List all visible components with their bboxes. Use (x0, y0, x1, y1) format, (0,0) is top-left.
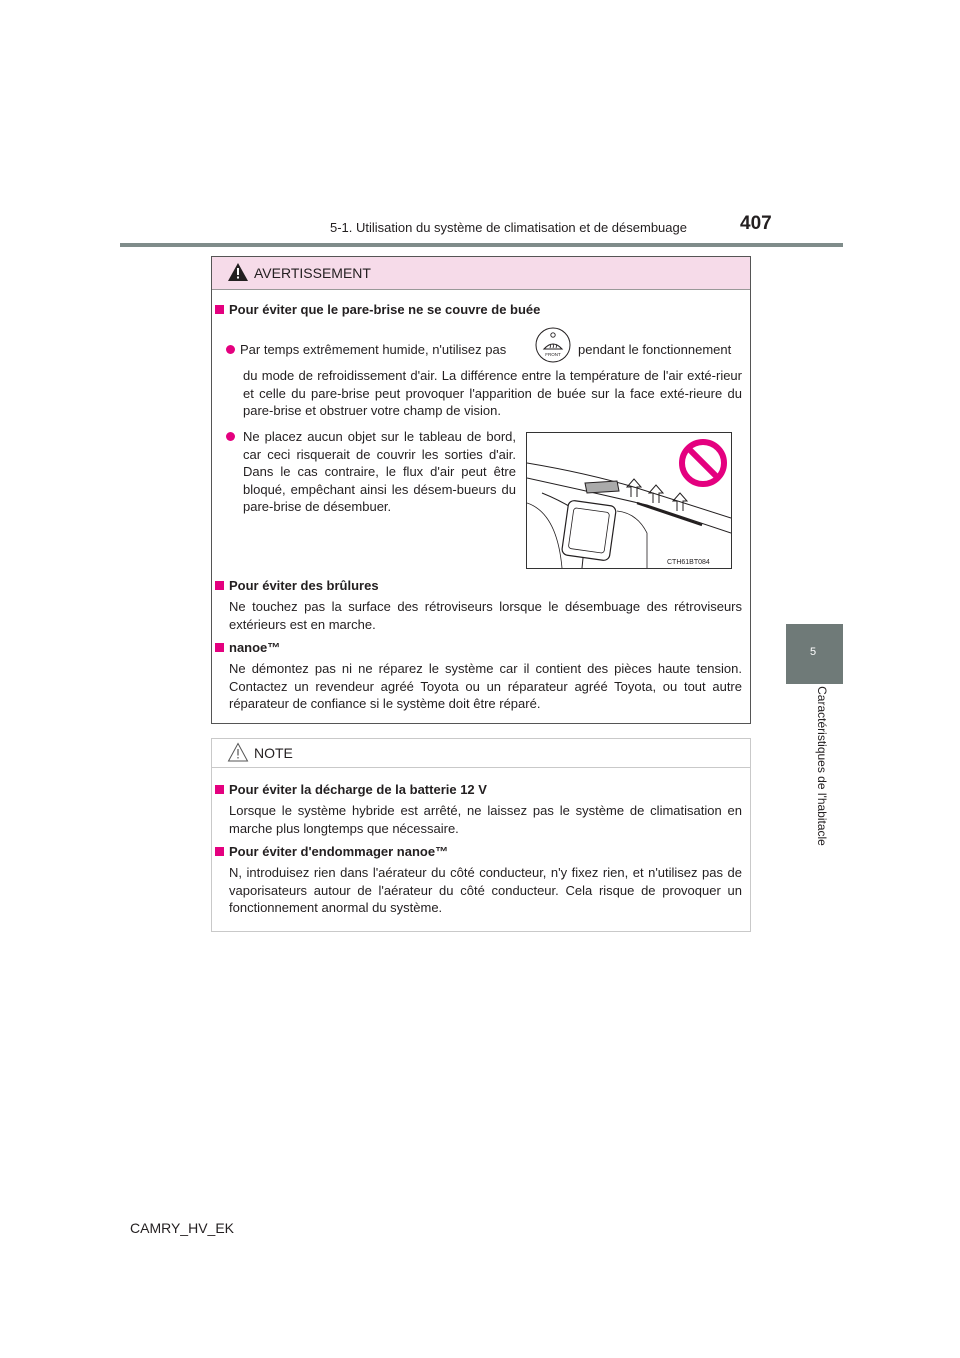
warning-bullet-1-continuation: du mode de refroidissement d'air. La différence entre la température de l'air exté-rieur et celle du pare-brise peut provoquer l'apparition de buée sur la face exté-rieure du pare-brise et obstruer votre champ de vision. (243, 368, 742, 418)
bullet-square-icon (215, 581, 224, 590)
warning-triangle-icon (227, 262, 249, 282)
warning-section-1-title: Pour éviter que le pare-brise ne se couvre de buée (215, 301, 540, 319)
warning-section-2-title: Pour éviter des brûlures (215, 577, 379, 595)
front-defogger-icon (535, 327, 571, 363)
bullet-square-icon (215, 643, 224, 652)
section-title: 5-1. Utilisation du système de climatisation et de désembuage (330, 220, 687, 235)
warning-bullet-1-part2: pendant le fonctionnement (578, 342, 732, 357)
warning-header (212, 257, 750, 290)
page-number: 407 (740, 213, 772, 234)
note-title: NOTE (254, 745, 293, 761)
warning-section-3-title: nanoe™ (215, 639, 280, 657)
warning-title: AVERTISSEMENT (254, 265, 371, 281)
note-section-2-body: N, introduisez rien dans l'aérateur du côté conducteur, n'y fixez rien, et n'utilisez pas de vaporisateurs autour de l'aérateur du côté conducteur. Cela risque de provoquer un fonctionnement anormal du système. (229, 865, 742, 915)
note-section-1-title: Pour éviter la décharge de la batterie 12 V (215, 781, 487, 799)
bullet-square-icon (215, 305, 224, 314)
bullet-dot-icon (226, 345, 235, 354)
bullet-square-icon (215, 847, 224, 856)
note-section-2-title: Pour éviter d'endommager nanoe™ (215, 843, 448, 861)
svg-text:FRONT: FRONT (545, 352, 561, 357)
illustration-code: CTH61BT084 (667, 559, 710, 566)
warning-bullet-1-part1: Par temps extrêmement humide, n'utilisez pas (226, 341, 506, 359)
note-header (212, 739, 750, 768)
model-code: CAMRY_HV_EK (130, 1220, 235, 1236)
bullet-square-icon (215, 785, 224, 794)
chapter-number: 5 (810, 646, 817, 658)
note-section-1-body: Lorsque le système hybride est arrêté, ne laissez pas le système de climatisation en marche plus longtemps que nécessaire. (229, 803, 742, 836)
chapter-title: Caractéristiques de l'habitacle (815, 686, 829, 846)
warning-section-2-body: Ne touchez pas la surface des rétroviseurs lorsque le désembuage des rétroviseurs extérieurs est en marche. (229, 599, 742, 632)
caution-triangle-icon (227, 742, 249, 762)
warning-section-3-body: Ne démontez pas ni ne réparez le système car il contient des pièces haute tension. Contactez un revendeur agréé Toyota ou un réparateur agréé Toyota, ou tout autre réparateur de confiance si le système doit être réparé. (229, 661, 742, 711)
prohibition-icon (682, 442, 724, 484)
warning-bullet-2: Ne placez aucun objet sur le tableau de bord, car ceci risquerait de couvrir les sorties d'air. Dans le cas contraire, le flux d'air peut être bloqué, empêchant ainsi les désem-bueurs du pare-brise de désembuer. (243, 429, 516, 515)
dashboard-illustration (526, 432, 732, 569)
header-divider (120, 243, 843, 247)
